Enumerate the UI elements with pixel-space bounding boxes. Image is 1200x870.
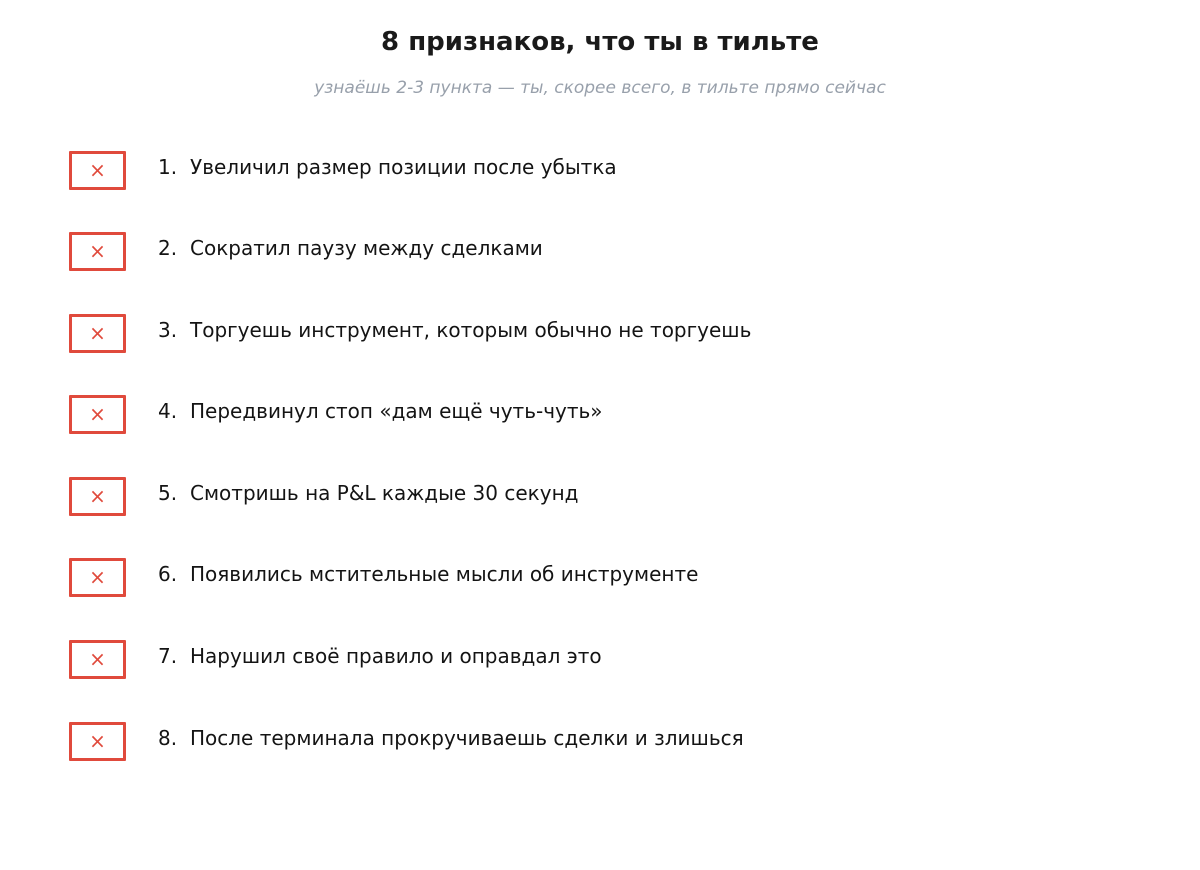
list-item-label <box>158 153 617 181</box>
list-item-label <box>158 316 751 344</box>
list-item-text: Торгуешь инструмент, которым обычно не торгуешь <box>190 318 752 342</box>
list-item <box>0 477 1200 515</box>
page-title: 8 признаков, что ты в тильте <box>381 27 819 57</box>
list-item-text: После терминала прокручиваешь сделки и злишься <box>190 726 744 750</box>
checkbox[interactable] <box>69 151 126 190</box>
list-item-number: 3. <box>158 318 178 342</box>
cross-icon: × <box>89 647 106 671</box>
checkbox[interactable] <box>69 477 126 516</box>
list-item <box>0 558 1200 596</box>
list-item <box>0 232 1200 270</box>
list-item-number: 8. <box>158 726 178 750</box>
cross-icon: × <box>89 321 106 345</box>
list-item-label <box>158 560 698 588</box>
cross-icon: × <box>89 239 106 263</box>
list-item-number: 7. <box>158 644 178 668</box>
checkbox[interactable] <box>69 640 126 679</box>
cross-icon: × <box>89 565 106 589</box>
list-item-number: 6. <box>158 562 178 586</box>
list-item-label <box>158 642 602 670</box>
checkbox[interactable] <box>69 314 126 353</box>
list-item <box>0 151 1200 189</box>
list-item-label <box>158 724 744 752</box>
list-item <box>0 314 1200 352</box>
list-item-text: Передвинул стоп «дам ещё чуть-чуть» <box>190 399 603 423</box>
list-item-number: 1. <box>158 155 178 179</box>
list-item-label <box>158 397 603 425</box>
page-subtitle: узнаёшь 2-3 пункта — ты, скорее всего, в тильте прямо сейчас <box>314 78 886 98</box>
cross-icon: × <box>89 729 106 753</box>
cross-icon: × <box>89 484 106 508</box>
list-item-text: Увеличил размер позиции после убытка <box>190 155 617 179</box>
list-item-text: Появились мстительные мысли об инструменте <box>190 562 699 586</box>
list-item-text: Смотришь на P&L каждые 30 секунд <box>190 481 579 505</box>
checkbox[interactable] <box>69 395 126 434</box>
list-item-label <box>158 234 543 262</box>
list-item-label <box>158 479 579 507</box>
list-item <box>0 395 1200 433</box>
list-item-text: Сократил паузу между сделками <box>190 236 543 260</box>
list-item-text: Нарушил своё правило и оправдал это <box>190 644 602 668</box>
cross-icon: × <box>89 158 106 182</box>
list-item <box>0 640 1200 678</box>
list-item-number: 5. <box>158 481 178 505</box>
checkbox[interactable] <box>69 722 126 761</box>
list-item-number: 2. <box>158 236 178 260</box>
checkbox[interactable] <box>69 558 126 597</box>
checkbox[interactable] <box>69 232 126 271</box>
list-item-number: 4. <box>158 399 178 423</box>
cross-icon: × <box>89 402 106 426</box>
list-item <box>0 722 1200 760</box>
